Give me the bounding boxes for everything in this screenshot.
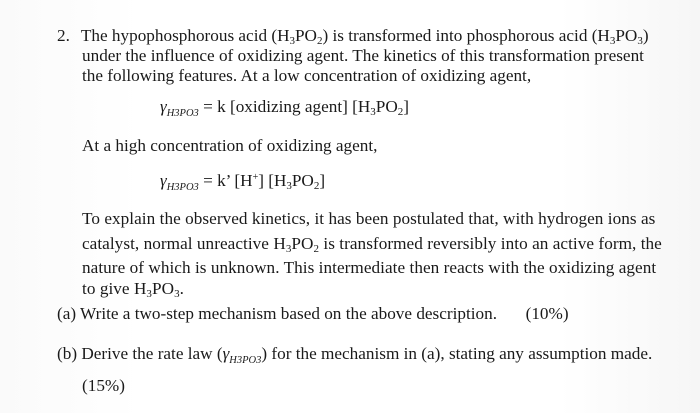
para-line-3: nature of which is unknown. This intermediate then reacts with the oxidizing agent xyxy=(82,258,657,277)
eq2-rhs-b: ] [H xyxy=(258,171,287,190)
para-text-f: . xyxy=(179,279,184,298)
para-line-1: To explain the observed kinetics, it has been postulated that, with hydrogen ions as xyxy=(82,209,656,228)
high-conc-line: At a high concentration of oxidizing agent, xyxy=(82,136,378,155)
gamma-symbol: γ xyxy=(160,171,167,190)
intro-line-2: under the influence of oxidizing agent. The kinetics of this transformation present xyxy=(82,46,644,65)
rate-equation-low xyxy=(160,97,410,119)
part-b-score: (15%) xyxy=(82,376,125,395)
para-sub-3: 3 xyxy=(285,243,292,255)
eq2-rhs-a: = k’ [H xyxy=(198,171,253,190)
eq2-sub-3: 3 xyxy=(286,180,292,192)
part-a xyxy=(57,305,569,322)
eq1-rhs-a: = k [oxidizing agent] [H xyxy=(198,97,371,116)
para-text-d: to give H xyxy=(82,279,147,298)
para-text-a: catalyst, normal unreactive H xyxy=(82,234,286,253)
eq1-sub-3: 3 xyxy=(370,106,376,118)
para-text-c: is transformed reversibly into an active form, the xyxy=(319,234,662,253)
intro-text-b: PO xyxy=(295,26,317,45)
intro-line-3: the following features. At a low concentration of oxidizing agent, xyxy=(82,66,532,85)
para-sub-3b: 3 xyxy=(146,288,152,300)
sub-3b: 3 xyxy=(609,35,616,47)
para-text-e: PO xyxy=(151,279,175,298)
para-sub-3c: 3 xyxy=(174,288,180,300)
gamma-subscript: H3PO3 xyxy=(229,355,262,366)
intro-text-e: ) xyxy=(642,26,649,45)
eq2-sup-plus: + xyxy=(252,172,259,183)
question-number: 2. xyxy=(57,26,70,45)
intro-text-c: ) is transformed into phosphorous acid (H xyxy=(322,26,610,45)
rate-equation-high xyxy=(160,171,326,193)
part-b xyxy=(57,344,653,366)
part-b-text-b: ) for the mechanism in (a), stating any assumption made. xyxy=(261,344,653,363)
sub-2: 2 xyxy=(316,35,323,47)
intro-text-d: PO xyxy=(615,26,638,45)
para-text-b: PO xyxy=(291,234,314,253)
gamma-subscript: H3PO3 xyxy=(166,182,199,193)
para-sub-2: 2 xyxy=(313,243,320,255)
sub-3c: 3 xyxy=(637,35,643,47)
gamma-symbol: γ xyxy=(160,97,167,116)
gamma-subscript: H3PO3 xyxy=(166,108,199,119)
part-a-score: (10%) xyxy=(525,304,569,323)
eq1-rhs-c: ] xyxy=(403,97,410,116)
eq2-sub-2: 2 xyxy=(313,180,320,192)
eq1-rhs-b: PO xyxy=(375,97,398,116)
intro-text-a: The hypophosphorous acid (H xyxy=(80,26,290,45)
part-a-label: (a) Write a two-step mechanism based on the above description. xyxy=(57,304,497,323)
para-line-4 xyxy=(82,279,184,300)
eq1-sub-2: 2 xyxy=(397,106,404,118)
para-line-2 xyxy=(82,234,662,255)
sub-3: 3 xyxy=(289,35,295,47)
part-b-text-a: (b) Derive the rate law ( xyxy=(57,344,223,363)
eq2-rhs-d: ] xyxy=(319,171,326,190)
gamma-symbol: γ xyxy=(222,344,230,363)
eq2-rhs-c: PO xyxy=(291,171,314,190)
intro-line-1 xyxy=(57,26,649,47)
